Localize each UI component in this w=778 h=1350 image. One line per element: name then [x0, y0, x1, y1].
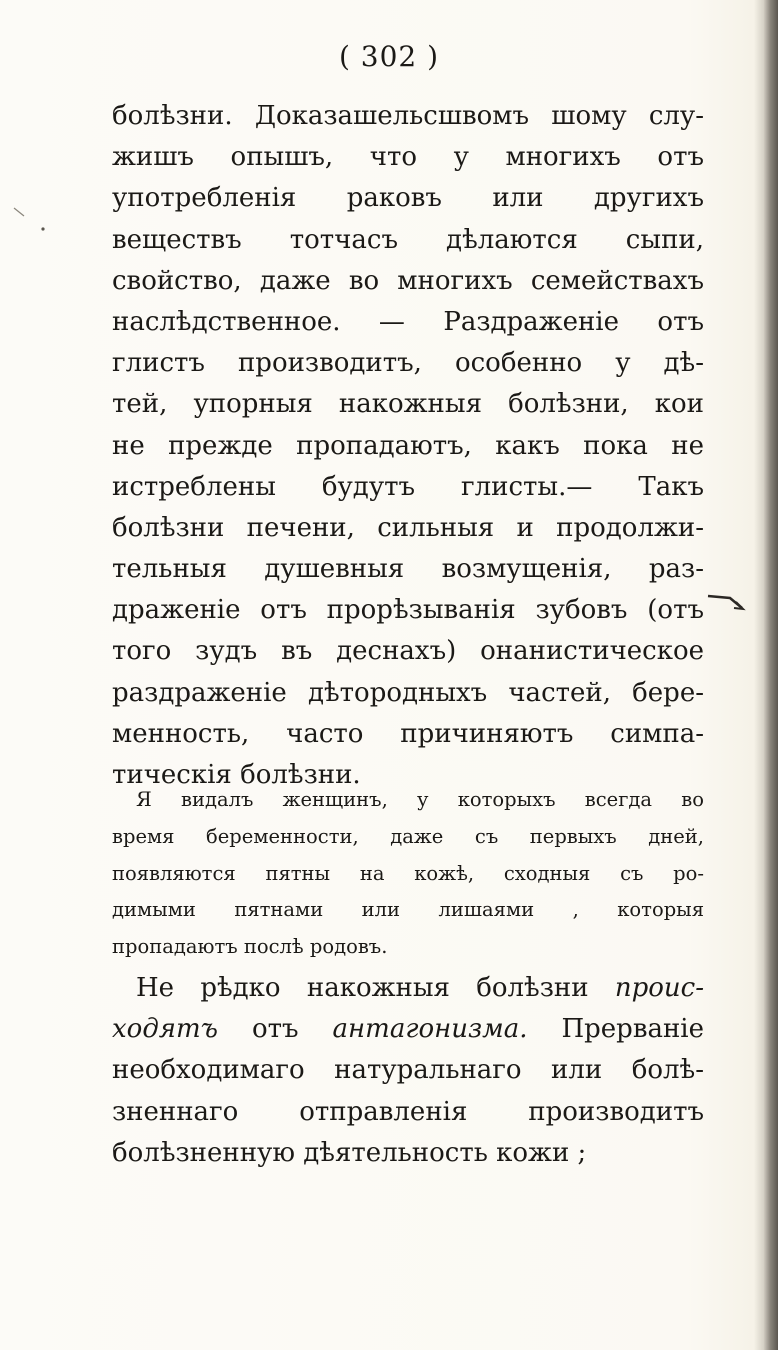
- text-line: раздраженіе дѣтородныхъ частей, бере-: [112, 677, 704, 708]
- text-segment: отъ: [218, 1014, 333, 1045]
- text-line: употребленія раковъ или другихъ: [112, 183, 704, 214]
- page-edge: [764, 0, 778, 1350]
- footnote-paragraph: [112, 782, 704, 966]
- page-number: ( 302 ): [338, 40, 440, 73]
- italic-term: антагонизма.: [332, 1014, 528, 1045]
- text-line: менность, часто причиняютъ симпа-: [112, 718, 704, 749]
- italic-term: проис-: [614, 973, 704, 1003]
- text-line: димыми пятнами или лишаями , которыя: [112, 898, 704, 922]
- scan-mark-tick: [12, 206, 26, 220]
- main-paragraph: [112, 96, 704, 796]
- text-line: тельныя душевныя возмущенія, раз-: [112, 554, 704, 585]
- text-line: не прежде пропадаютъ, какъ пока не: [112, 430, 704, 461]
- text-line: пропадаютъ послѣ родовъ.: [112, 935, 388, 959]
- text-line: болѣзни. Доказашельсшвомъ шому слу-: [112, 101, 704, 131]
- binding-shadow: [754, 0, 764, 1350]
- scan-mark-arrow: [706, 590, 746, 612]
- scan-mark-dot: [38, 224, 48, 234]
- text-line: [112, 1009, 704, 1050]
- text-line: [112, 968, 704, 1009]
- text-line: Я видалъ женщинъ, у которыхъ всегда во: [136, 788, 704, 811]
- text-line: тей, упорныя накожныя болѣзни, кои: [112, 389, 704, 420]
- text-segment: Прерваніе: [527, 1014, 704, 1045]
- text-line: необходимаго натуральнаго или болѣ-: [112, 1055, 704, 1086]
- text-line: того зудъ въ деснахъ) онанистическое: [112, 636, 704, 667]
- text-line: глистъ производитъ, особенно у дѣ-: [112, 348, 704, 379]
- second-paragraph: [112, 968, 704, 1174]
- text-line: драженіе отъ прорѣзыванія зубовъ (отъ: [112, 595, 704, 626]
- text-segment: Не рѣдко накожныя болѣзни: [136, 973, 615, 1003]
- text-line: жишъ опышъ, что у многихъ отъ: [112, 142, 704, 173]
- text-line: тическія болѣзни.: [112, 760, 361, 790]
- text-line: болѣзненную дѣятельность кожи ;: [112, 1137, 587, 1168]
- text-line: появляются пятны на кожѣ, сходныя съ ро-: [112, 861, 704, 885]
- text-line: болѣзни печени, сильныя и продолжи-: [112, 512, 704, 543]
- text-line: наслѣдственное. — Раздраженіе отъ: [112, 306, 704, 337]
- text-line: веществъ тотчасъ дѣлаются сыпи,: [112, 224, 704, 255]
- text-line: свойство, даже во многихъ семействахъ: [112, 265, 704, 296]
- text-line: время беременности, даже съ первыхъ дней,: [112, 824, 704, 848]
- text-line: зненнаго отправленія производитъ: [112, 1096, 704, 1127]
- italic-term: ходятъ: [112, 1014, 218, 1045]
- text-line: истреблены будутъ глисты.— Такъ: [112, 471, 704, 502]
